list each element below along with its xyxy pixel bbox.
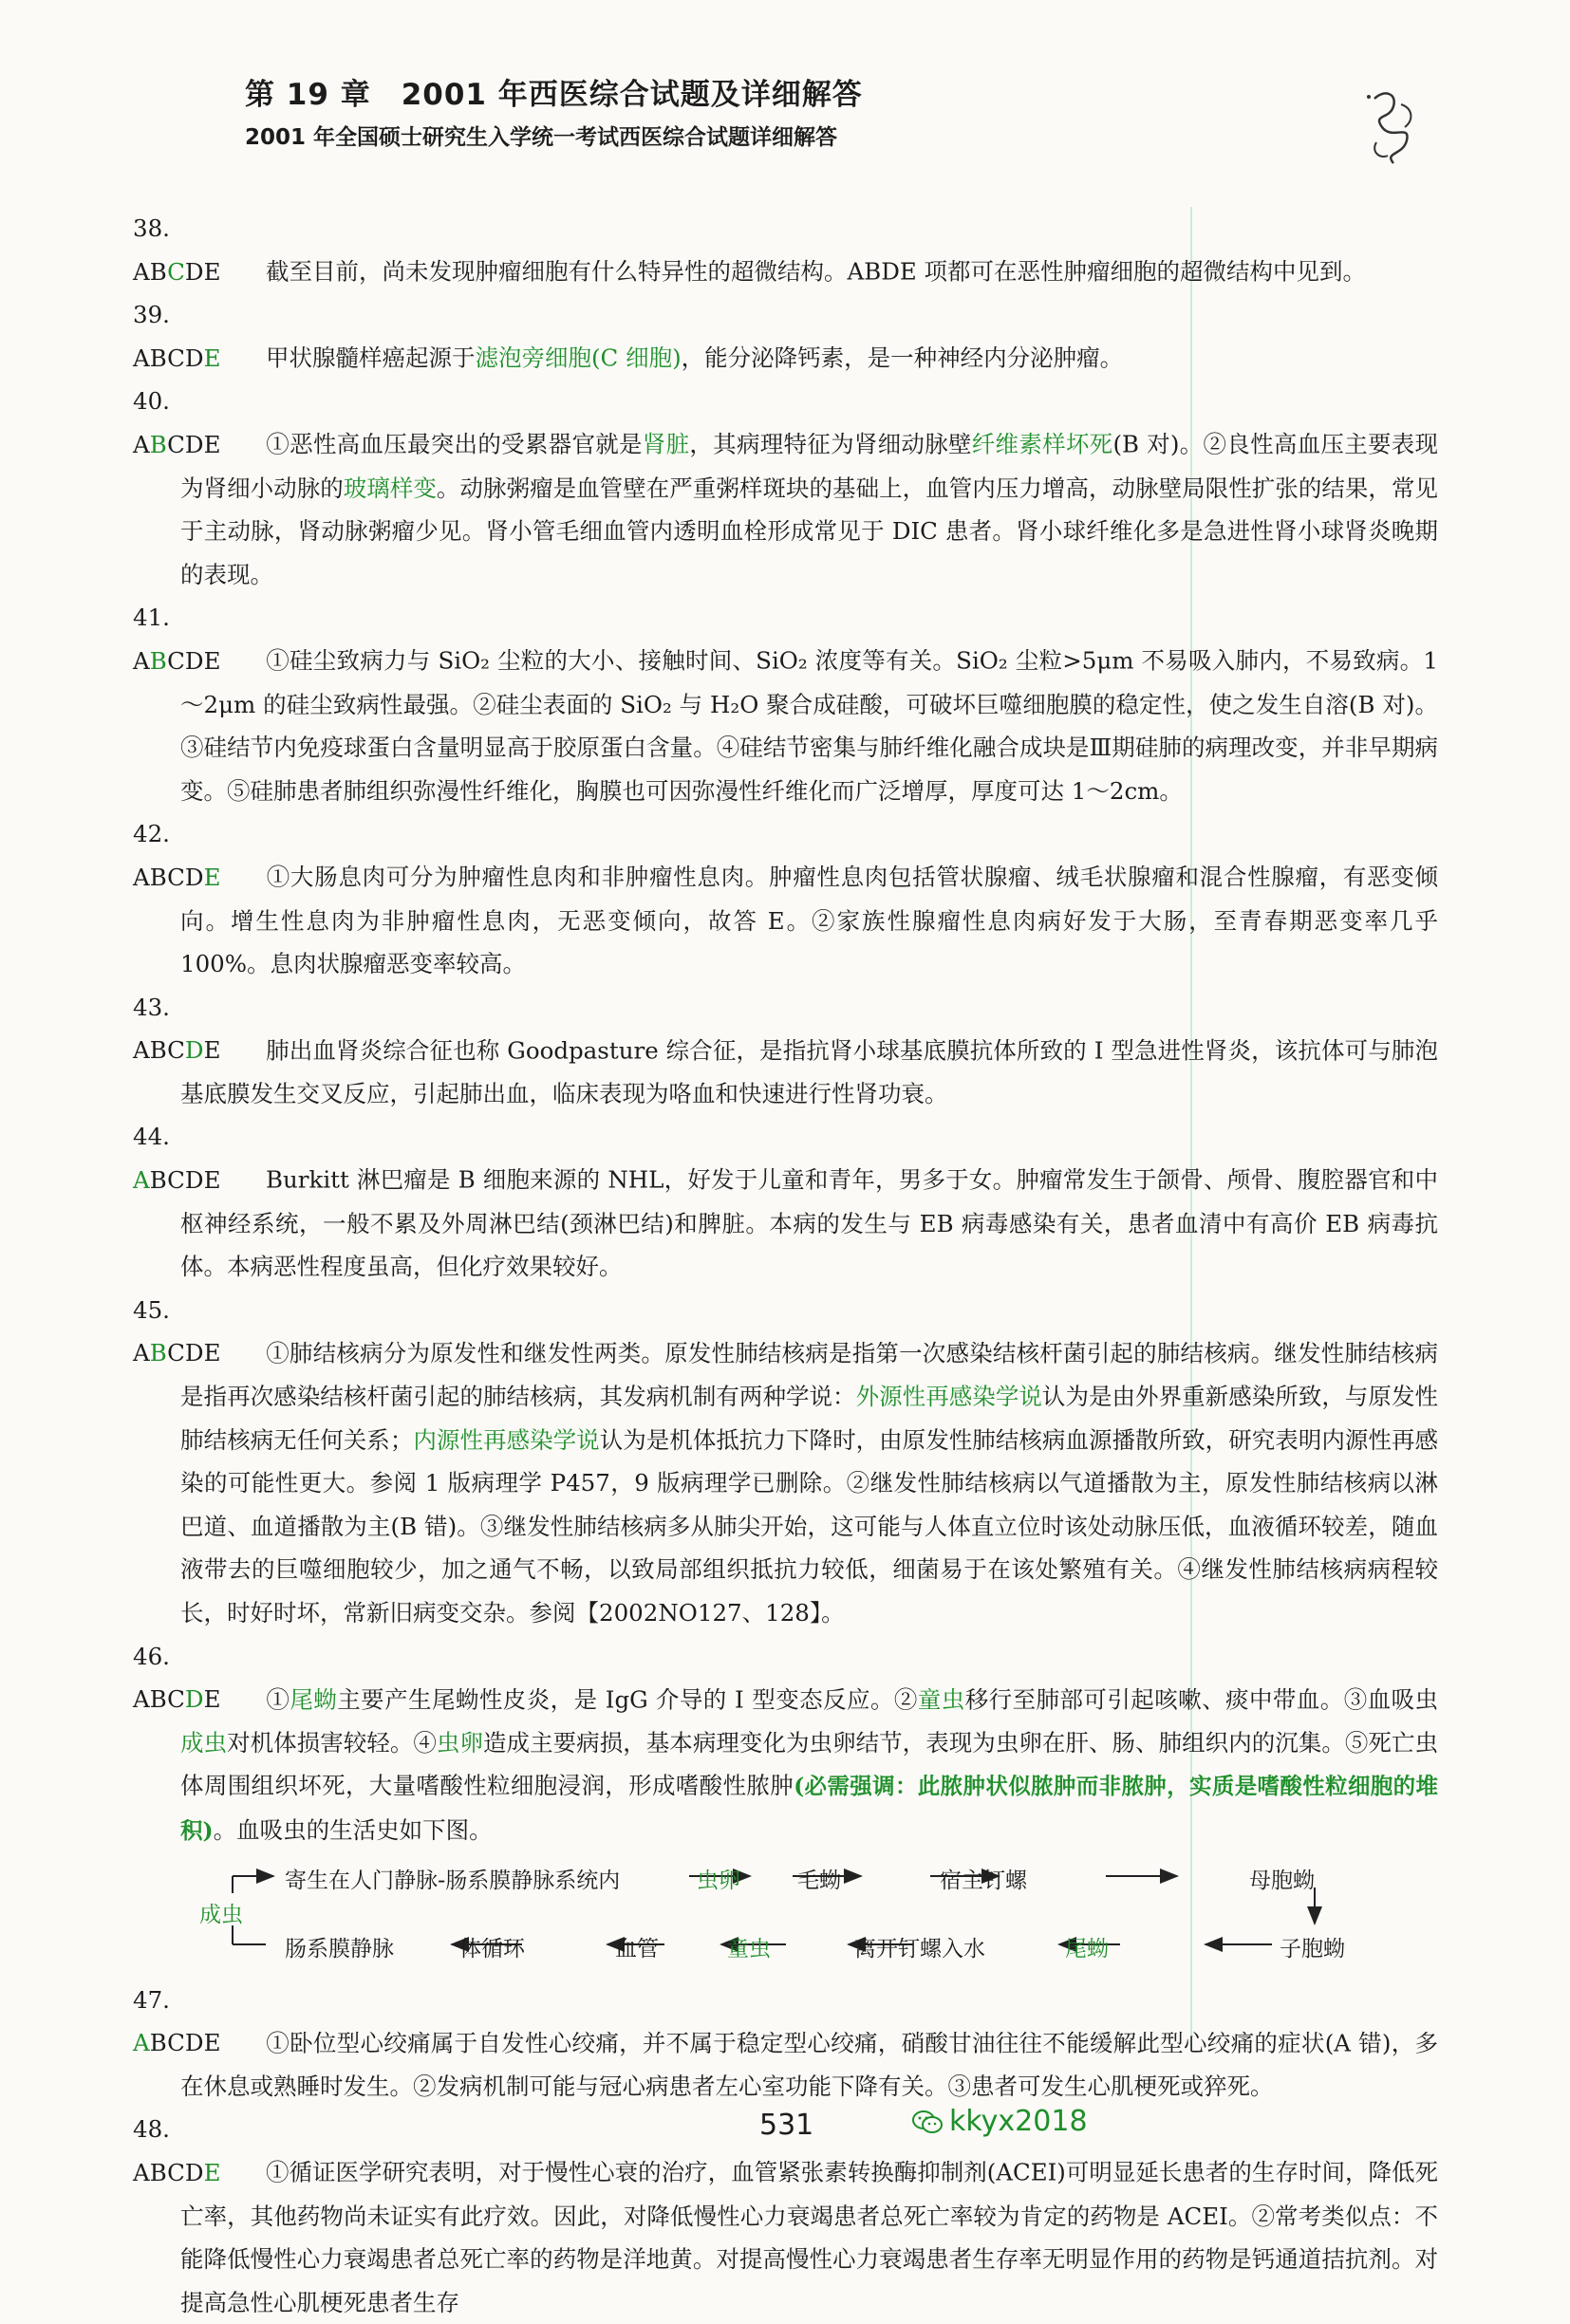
question-item	[133, 1289, 1438, 1635]
question-item	[133, 596, 1438, 812]
question-number: 39.	[133, 301, 170, 329]
option-letter: B	[149, 863, 168, 891]
option-letter: D	[184, 2158, 204, 2186]
explanation-text: Burkitt 淋巴瘤是 B 细胞来源的 NHL，好发于儿童和青年，男多于女。肿瘤常发生于颌骨、颅骨、腹腔器官和中枢神经系统，一般不累及外周淋巴结(颈淋巴结)和脾脏。本病的发生与 EB 病毒感染有关，患者血清中有高价 EB 病毒抗体。本病恶性程度虽高，但化疗效果较好。	[180, 1166, 1438, 1281]
question-head	[133, 1635, 266, 1721]
option-letter: D	[184, 1339, 204, 1367]
diagram-stage: 尾蚴	[1065, 1936, 1109, 1961]
option-letter: E	[203, 257, 221, 286]
question-head	[133, 1979, 266, 2065]
highlighted-term: 尾蚴	[290, 1685, 338, 1714]
highlighted-term: 滤泡旁细胞(C 细胞)	[475, 344, 682, 372]
highlighted-term: 外源性再感染学说	[855, 1383, 1042, 1411]
question-head	[133, 293, 266, 380]
correct-option: E	[203, 863, 221, 891]
option-letter: C	[167, 1036, 185, 1065]
option-letter: A	[133, 1685, 150, 1714]
diagram-stage: 毛蚴	[797, 1868, 841, 1893]
question-item	[133, 1979, 1438, 2109]
question-head	[133, 380, 266, 466]
explanation-text: ，其病理特征为肾细动脉壁	[689, 430, 972, 458]
page-header	[245, 74, 863, 154]
option-letter: C	[167, 344, 185, 372]
question-item	[133, 812, 1438, 985]
answer-options	[133, 2029, 220, 2056]
diagram-stage: 离开钉螺入水	[854, 1936, 985, 1961]
answer-options	[133, 1685, 220, 1713]
option-letter: A	[133, 646, 150, 675]
diagram-stage-adult: 成虫	[199, 1902, 243, 1927]
option-letter: C	[167, 1166, 185, 1195]
question-head	[133, 596, 266, 682]
explanation-text: ①硅尘致病力与 SiO₂ 尘粒的大小、接触时间、SiO₂ 浓度等有关。SiO₂ 尘粒>5μm 不易吸入肺内，不易致病。1～2μm 的硅尘致病性最强。②硅尘表面的 SiO₂ 与 H₂O 聚合成硅酸，可破坏巨噬细胞膜的稳定性，使之发生自溶(B 对)。③硅结节内免疫球蛋白含量明显高于胶原蛋白含量。④硅结节密集与肺纤维化融合成块是Ⅲ期硅肺的病理改变，并非早期病变。⑤硅肺患者肺组织弥漫性纤维化，胸膜也可因弥漫性纤维化而广泛增厚，厚度可达 1～2cm。	[180, 646, 1438, 805]
question-number: 43.	[133, 993, 170, 1021]
option-letter: A	[133, 1036, 150, 1065]
question-head	[133, 986, 266, 1072]
explanation-text: 主要产生尾蚴性皮炎，是 IgG 介导的 Ⅰ 型变态反应。②	[337, 1685, 918, 1714]
explanation-text: 肺出血肾炎综合征也称 Goodpasture 综合征，是指抗肾小球基底膜抗体所致的 Ⅰ 型急进性肾炎，该抗体可与肺泡基底膜发生交叉反应，引起肺出血，临床表现为咯血和快速进行性肾功衰。	[180, 1036, 1438, 1107]
question-item	[133, 293, 1438, 380]
explanation-text: 。血吸虫的生活史如下图。	[213, 1815, 493, 1844]
highlighted-term: 玻璃样变	[343, 474, 437, 502]
option-letter: D	[184, 430, 204, 458]
option-letter: C	[167, 430, 185, 458]
chapter-title: 第 19 章 2001 年西医综合试题及详细解答	[245, 78, 863, 112]
highlighted-term: 内源性再感染学说	[413, 1425, 600, 1454]
answer-options	[133, 647, 220, 675]
option-letter: E	[203, 430, 221, 458]
option-letter: C	[167, 1685, 185, 1714]
answer-list	[133, 207, 1438, 2324]
correct-option: E	[203, 2158, 221, 2186]
watermark	[911, 2105, 1088, 2138]
option-letter: D	[184, 863, 204, 891]
explanation-text: 对机体损害较轻。④	[227, 1728, 437, 1757]
diagram-stage: 虫卵	[697, 1868, 740, 1893]
question-number: 46.	[133, 1642, 170, 1670]
question-head	[133, 812, 266, 899]
highlighted-term: 肾脏	[642, 430, 690, 458]
answer-options	[133, 1166, 220, 1194]
question-number: 45.	[133, 1295, 170, 1324]
question-number: 41.	[133, 604, 170, 632]
question-head	[133, 2108, 266, 2194]
option-letter: B	[149, 257, 168, 286]
diagram-stage: 体循环	[459, 1936, 525, 1961]
question-head	[133, 207, 266, 293]
question-item	[133, 1115, 1438, 1288]
correct-option: E	[203, 344, 221, 372]
correct-option: B	[149, 430, 168, 458]
explanation-text: 认为是机体抵抗力下降时，由原发性肺结核病血源播散所致，研究表明内源性再感染的可能性更大。参阅 1 版病理学 P457，9 版病理学已删除。②继发性肺结核病以气道播散为主，原发性肺结核病以淋巴道、血道播散为主(B 错)。③继发性肺结核病多从肺尖开始，这可能与人体直立位时该处动脉压低，血液循环较差，随血液带去的巨噬细胞较少，加之通气不畅，以致局部组织抵抗力较低，细菌易于在该处繁殖有关。④继发性肺结核病病程较长，时好时坏，常新旧病变交杂。参阅【2002NO127、128】。	[180, 1425, 1439, 1627]
option-letter: A	[133, 2158, 150, 2186]
correct-option: D	[184, 1685, 204, 1714]
explanation-text: ①循证医学研究表明，对于慢性心衰的治疗，血管紧张素转换酶抑制剂(ACEI)可明显延长患者的生存时间，降低死亡率，其他药物尚未证实有此疗效。因此，对降低慢性心力衰竭患者总死亡率较为肯定的药物是 ACEI。②常考类似点：不能降低慢性心力衰竭患者总死亡率的药物是洋地黄。对提高慢性心力衰竭患者生存率无明显作用的药物是钙通道拮抗剂。对提高急性心肌梗死患者生存	[180, 2158, 1438, 2316]
option-letter: D	[184, 344, 204, 372]
option-letter: B	[149, 1685, 168, 1714]
question-number: 48.	[133, 2115, 170, 2144]
correct-option: A	[133, 1166, 150, 1195]
scribble-logo-icon	[1355, 85, 1430, 171]
highlighted-term: 成虫	[180, 1728, 228, 1757]
emphasis-note: (必需强调：此脓肿状似脓肿而非脓肿，实质是嗜酸性粒细胞的堆积)	[180, 1773, 1438, 1844]
option-letter: A	[133, 1339, 150, 1367]
explanation-text: 移行至肺部可引起咳嗽、痰中带血。③血吸虫	[964, 1685, 1439, 1714]
question-number: 42.	[133, 820, 170, 848]
highlighted-term: 纤维素样坏死	[971, 430, 1113, 458]
answer-options	[133, 258, 220, 286]
option-letter: E	[203, 1339, 221, 1367]
explanation-text: 造成主要病损，基本病理变化为虫卵结节，表现为虫卵在肝、肠、肺组织内的沉集。⑤死亡虫体周围组织坏死，大量嗜酸性粒细胞浸润，形成嗜酸性脓肿	[180, 1728, 1439, 1800]
watermark-text: kkyx2018	[949, 2105, 1088, 2138]
question-number: 38.	[133, 214, 170, 242]
diagram-stage: 寄生在人门静脉-肠系膜静脉系统内	[285, 1868, 621, 1893]
correct-option: D	[184, 1036, 204, 1065]
option-letter: E	[203, 1685, 221, 1714]
explanation-text: ①大肠息肉可分为肿瘤性息肉和非肿瘤性息肉。肿瘤性息肉包括管状腺瘤、绒毛状腺瘤和混合性腺瘤，有恶变倾向。增生性息肉为非肿瘤性息肉，无恶变倾向，故答 E。②家族性腺瘤性息肉病好发于大肠，至青春期恶变率几乎 100%。息肉状腺瘤恶变率较高。	[180, 863, 1438, 978]
explanation-text: ①	[266, 1685, 290, 1714]
option-letter: B	[149, 344, 168, 372]
option-letter: E	[203, 1166, 221, 1195]
correct-option: B	[149, 646, 168, 675]
option-letter: B	[149, 1166, 168, 1195]
option-letter: C	[167, 1339, 185, 1367]
option-letter: A	[133, 430, 150, 458]
option-letter: C	[167, 2029, 185, 2057]
correct-option: A	[133, 2029, 150, 2057]
question-number: 47.	[133, 1985, 170, 2014]
lifecycle-diagram	[133, 1857, 1438, 1969]
explanation-text: ，能分泌降钙素，是一种神经内分泌肿瘤。	[681, 344, 1124, 372]
explanation-text: ①恶性高血压最突出的受累器官就是	[266, 430, 643, 458]
question-number: 40.	[133, 387, 170, 416]
explanation-text: (B 对)。②良性高血压主要表现为肾细小动脉的	[180, 430, 1439, 502]
page-number: 531	[759, 2109, 814, 2142]
correct-option: B	[149, 1339, 168, 1367]
explanation-text: ①卧位型心绞痛属于自发性心绞痛，并不属于稳定型心绞痛，硝酸甘油往往不能缓解此型心绞痛的症状(A 错)，多在休息或熟睡时发生。②发病机制可能与冠心病患者左心室功能下降有关。③患者可发生心肌梗死或猝死。	[180, 2029, 1438, 2100]
answer-options	[133, 431, 220, 458]
explanation-text: 甲状腺髓样癌起源于	[266, 344, 476, 372]
answer-options	[133, 344, 220, 372]
question-number: 44.	[133, 1123, 170, 1151]
diagram-stage: 子胞蚴	[1280, 1936, 1345, 1961]
highlighted-term: 虫卵	[436, 1728, 483, 1757]
option-letter: A	[133, 344, 150, 372]
option-letter: E	[203, 1036, 221, 1065]
question-head	[133, 1289, 266, 1375]
explanation-text: ①肺结核病分为原发性和继发性两类。原发性肺结核病是指第一次感染结核杆菌引起的肺结核病。继发性肺结核病是指再次感染结核杆菌引起的肺结核病，其发病机制有两种学说：	[180, 1339, 1438, 1411]
correct-option: C	[167, 257, 185, 286]
answer-options	[133, 1036, 220, 1064]
option-letter: D	[184, 257, 204, 286]
option-letter: B	[149, 2158, 168, 2186]
question-item	[133, 1635, 1438, 1853]
answer-options	[133, 1339, 220, 1367]
option-letter: D	[184, 646, 204, 675]
option-letter: C	[167, 2158, 185, 2186]
diagram-stage: 宿主钉螺	[940, 1868, 1027, 1893]
diagram-stage: 母胞蚴	[1249, 1868, 1315, 1893]
chapter-subtitle: 2001 年全国硕士研究生入学统一考试西医综合试题详细解答	[245, 125, 838, 150]
wechat-icon	[911, 2109, 944, 2135]
explanation-text: 认为是由外界重新感染所致，与原发性肺结核病无任何关系；	[180, 1383, 1439, 1454]
option-letter: D	[184, 2029, 204, 2057]
highlighted-term: 童虫	[917, 1685, 965, 1714]
question-head	[133, 1115, 266, 1201]
option-letter: D	[184, 1166, 204, 1195]
option-letter: C	[167, 863, 185, 891]
option-letter: E	[203, 2029, 221, 2057]
option-letter: A	[133, 863, 150, 891]
option-letter: A	[133, 257, 150, 286]
diagram-stage: 肠系膜静脉	[285, 1936, 394, 1961]
diagram-stage: 童虫	[727, 1936, 771, 1961]
question-item	[133, 986, 1438, 1116]
option-letter: E	[203, 646, 221, 675]
question-item	[133, 207, 1438, 293]
option-letter: B	[149, 2029, 168, 2057]
explanation-text: 。动脉粥瘤是血管壁在严重粥样斑块的基础上，血管内压力增高，动脉壁局限性扩张的结果，常见于主动脉，肾动脉粥瘤少见。肾小管毛细血管内透明血栓形成常见于 DIC 患者。肾小球纤维化多是急进性肾小球肾炎晚期的表现。	[180, 474, 1439, 588]
diagram-stage: 血管	[615, 1936, 659, 1961]
option-letter: B	[149, 1036, 168, 1065]
answer-options	[133, 864, 220, 891]
explanation-text: 截至目前，尚未发现肿瘤细胞有什么特异性的超微结构。ABDE 项都可在恶性肿瘤细胞的超微结构中见到。	[266, 257, 1367, 286]
option-letter: C	[167, 646, 185, 675]
question-item	[133, 380, 1438, 596]
answer-options	[133, 2159, 220, 2186]
